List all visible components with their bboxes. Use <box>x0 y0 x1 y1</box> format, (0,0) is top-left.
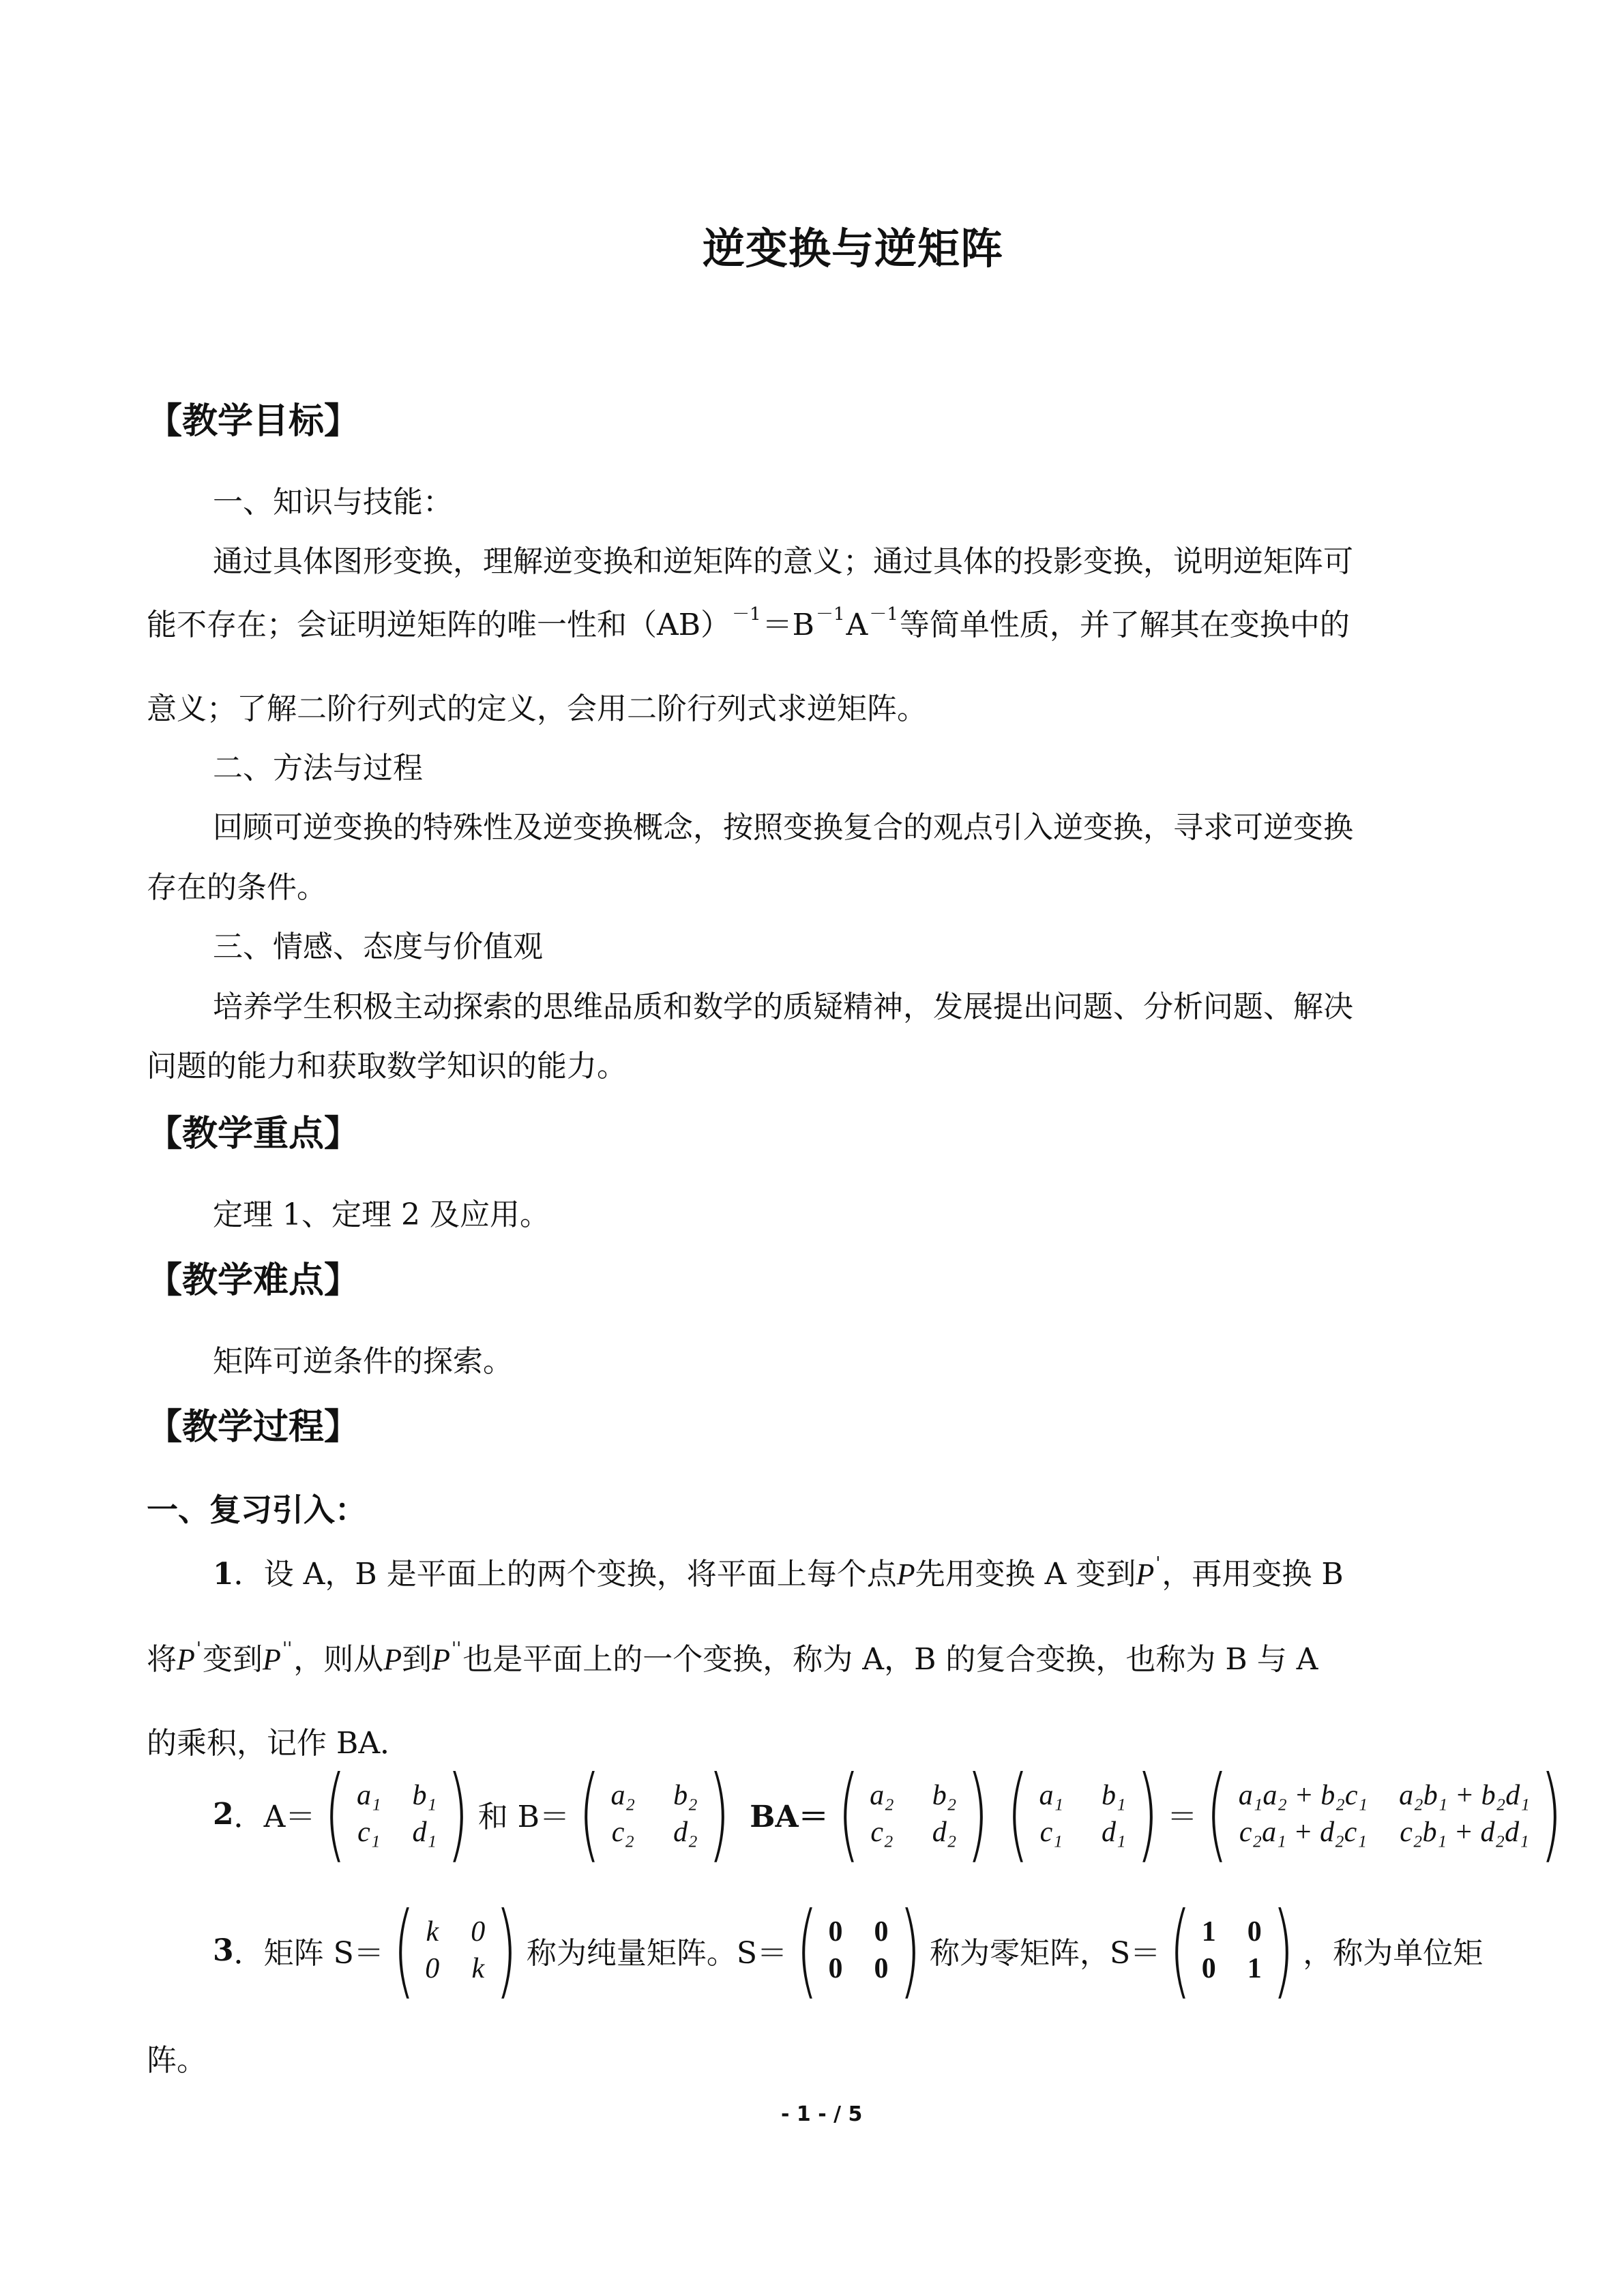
item1-line2: 将P'变到P''，则从P到P''也是平面上的一个变换，称为 A，B 的复合变换，也称为 B 与 A <box>147 1639 1318 1677</box>
item1-line3: 的乘积，记作 BA． <box>147 1726 411 1761</box>
key-points-heading: 【教学重点】 <box>147 1114 360 1154</box>
objective-p2-line1: 回顾可逆变换的特殊性及逆变换概念，按照变换复合的观点引入逆变换，寻求可逆变换 <box>213 810 1353 845</box>
page-number-footer: - 1 - / 5 <box>781 2102 863 2126</box>
matrix-A-factor: ( a₁ b₁ c₁ d₁ ) <box>1007 1755 1159 1873</box>
page-title: 逆变换与逆矩阵 <box>703 224 1004 273</box>
objective-p1-line2: 能不存在；会证明逆矩阵的唯一性和$(AB)^{-1}=B^{-1}A^{-1}$等简单性质，并了解其在变换中的 <box>147 604 1350 642</box>
process-subheading: 一、复习引入： <box>147 1491 366 1528</box>
item3-line1: 3 ．矩阵 S＝ ( k 0 0 k ) 称为纯量矩阵。S＝ ( 0 0 0 0 ) 称为零矩阵，S＝ ( 1 0 0 1 ) ，称为单位矩 <box>213 1891 1483 2010</box>
process-heading: 【教学过程】 <box>147 1407 360 1448</box>
objective-p2-line2: 存在的条件。 <box>147 870 327 905</box>
objectives-heading: 【教学目标】 <box>147 401 360 442</box>
key-points-text: 定理 1、定理 2 及应用。 <box>213 1197 550 1232</box>
difficulties-text: 矩阵可逆条件的探索。 <box>213 1344 513 1379</box>
matrix-unit: ( 1 0 0 1 ) <box>1169 1891 1295 2010</box>
objective-p3-line2: 问题的能力和获取数学知识的能力。 <box>147 1049 627 1084</box>
matrix-B: ( a₂ b₂ c₂ d₂ ) <box>578 1755 730 1873</box>
objective-sub3: 三、情感、态度与价值观 <box>213 929 543 964</box>
objective-sub2: 二、方法与过程 <box>213 751 423 786</box>
objective-p1-line1: 通过具体图形变换，理解逆变换和逆矩阵的意义；通过具体的投影变换，说明逆矩阵可 <box>213 544 1353 579</box>
matrix-BA-result: ( a₁a₂ + b₂c₁ a₂b₁ + b₂d₁ c₂a₁ + d₂c₁ c₂b₁ + d₂d₁ ) <box>1206 1755 1563 1873</box>
objective-p3-line1: 培养学生积极主动探索的思维品质和数学的质疑精神，发展提出问题、分析问题、解决 <box>213 989 1353 1024</box>
difficulties-heading: 【教学难点】 <box>147 1260 360 1301</box>
objective-sub1: 一、知识与技能： <box>213 485 453 520</box>
objective-p1-line3: 意义；了解二阶行列式的定义，会用二阶行列式求逆矩阵。 <box>147 691 927 726</box>
item3-line2: 阵。 <box>147 2043 207 2078</box>
item1-line1: 1．设 A，B 是平面上的两个变换，将平面上每个点P先用变换 A 变到P'，再用变换 B <box>213 1553 1344 1592</box>
matrix-zero: ( 0 0 0 0 ) <box>796 1891 921 2010</box>
item2-equation: 2 ．A＝ ( a₁ b₁ c₁ d₁ ) 和 B＝ ( a₂ b₂ c₂ d₂ ) BA＝ ( a₂ b₂ c₂ d₂ ) ( a₁ b₁ c₁ d₁ ) ＝ ( a₁a₂ + b₂c₁ a₂b₁ + b₂d₁ c₂a₁ + d₂c₁ c₂b₁ + d₂d₁ ) <box>213 1763 1571 1865</box>
matrix-A: ( a₁ b₁ c₁ d₁ ) <box>324 1755 469 1873</box>
matrix-B-factor: ( a₂ b₂ c₂ d₂ ) <box>837 1755 989 1873</box>
matrix-scalar: ( k 0 0 k ) <box>392 1891 518 2010</box>
